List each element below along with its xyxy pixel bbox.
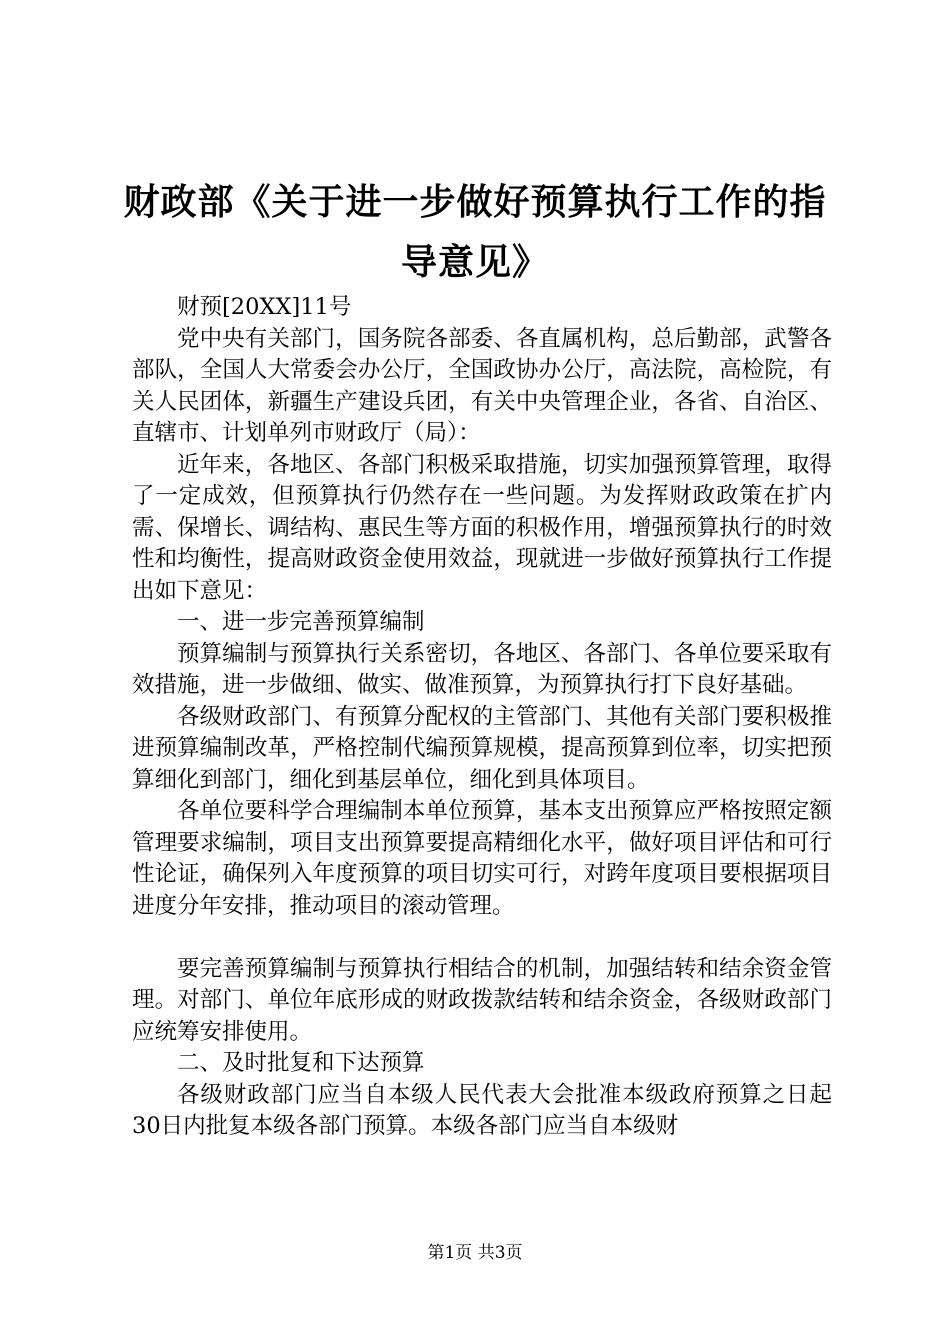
- addressee-paragraph: 党中央有关部门，国务院各部委、各直属机构，总后勤部，武警各部队，全国人大常委会办公厅，全国政协办公厅，高法院，高检院，有关人民团体，新疆生产建设兵团，有关中央管理企业，各省、自治区、直辖市、计划单列市财政厅（局）：: [132, 325, 832, 446]
- document-number: 财预[20XX]11号: [177, 294, 352, 320]
- body-paragraph: 预算编制与预算执行关系密切，各地区、各部门、各单位要采取有效措施，进一步做细、做实、做准预算，为预算执行打下良好基础。: [132, 640, 832, 698]
- section-heading: 一、进一步完善预算编制: [177, 609, 425, 635]
- section-heading: 二、及时批复和下达预算: [177, 1050, 425, 1076]
- body-paragraph: 近年来，各地区、各部门积极采取措施，切实加强预算管理，取得了一定成效，但预算执行仍然存在一些问题。为发挥财政政策在扩内需、保增长、调结构、惠民生等方面的积极作用，增强预算执行的时效性和均衡性，提高财政资金使用效益，现就进一步做好预算执行工作提出如下意见：: [132, 451, 832, 604]
- body-paragraph: 各级财政部门、有预算分配权的主管部门、其他有关部门要积极推进预算编制改革，严格控制代编预算规模，提高预算到位率，切实把预算细化到部门，细化到基层单位，细化到具体项目。: [132, 703, 832, 793]
- body-paragraph: 各单位要科学合理编制本单位预算，基本支出预算应严格按照定额管理要求编制，项目支出预算要提高精细化水平，做好项目评估和可行性论证，确保列入年度预算的项目切实可行，对跨年度项目要根据项目进度分年安排，推动项目的滚动管理。: [132, 798, 832, 919]
- document-body: [132, 292, 832, 1143]
- document-title: 财政部《关于进一步做好预算执行工作的指导意见》: [123, 181, 827, 283]
- page-footer: 第1页 共3页: [427, 1243, 523, 1263]
- body-paragraph: 各级财政部门应当自本级人民代表大会批准本级政府预算之日起30日内批复本级各部门预算。本级各部门应当自本级财: [132, 1081, 832, 1139]
- body-paragraph: 要完善预算编制与预算执行相结合的机制，加强结转和结余资金管理。对部门、单位年底形成的财政拨款结转和结余资金，各级财政部门应统筹安排使用。: [132, 955, 832, 1045]
